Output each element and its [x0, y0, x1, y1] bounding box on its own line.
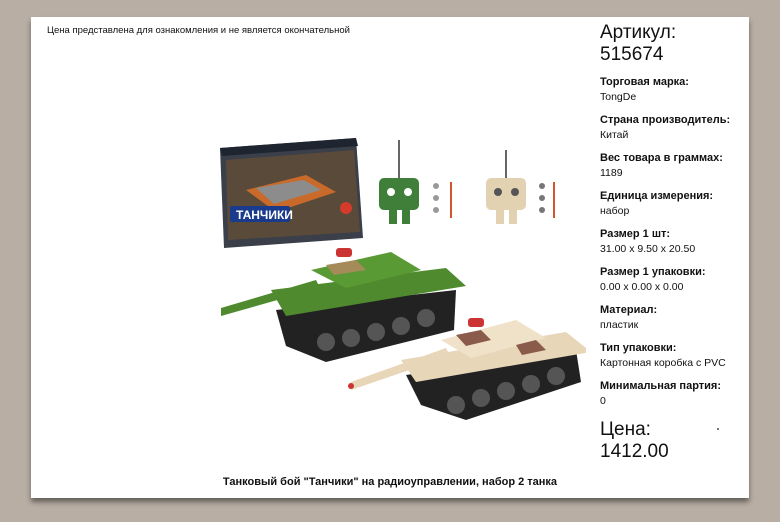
sku-label: Артикул:: [600, 22, 677, 43]
product-image: [216, 120, 586, 430]
spec-package-type: [600, 342, 745, 370]
spec-country: [600, 114, 745, 142]
spec-label: Размер 1 упаковки:: [600, 266, 706, 278]
spec-weight: [600, 152, 745, 180]
product-info: [600, 22, 745, 463]
spec-brand: [600, 76, 745, 104]
spec-label: Тип упаковки:: [600, 342, 677, 354]
spec-value: Китай: [600, 129, 629, 141]
price-block: [600, 419, 745, 463]
spec-label: Торговая марка:: [600, 76, 689, 88]
spec-value: 31.00 x 9.50 x 20.50: [600, 243, 696, 255]
spec-value: 0.00 x 0.00 x 0.00: [600, 281, 684, 293]
spec-label: Вес товара в граммах:: [600, 152, 723, 164]
sku-value: 515674: [600, 44, 664, 65]
product-box: [220, 138, 363, 248]
price-notice: Цена представлена для ознакомления и не является окончательной: [47, 25, 350, 36]
spec-value: Картонная коробка с PVC: [600, 357, 726, 369]
spec-package-size: [600, 266, 745, 294]
spec-label: Минимальная партия:: [600, 380, 721, 392]
price-label: Цена:: [600, 419, 651, 440]
box-title: ТАНЧИКИ: [236, 208, 293, 222]
spec-label: Материал:: [600, 304, 658, 316]
green-tank: [221, 248, 466, 362]
spec-value: TongDe: [600, 91, 637, 103]
spec-unit: [600, 190, 745, 218]
spec-label: Страна производитель:: [600, 114, 731, 126]
spec-value: 1189: [600, 167, 623, 179]
spec-item-size: [600, 228, 745, 256]
spec-label: Размер 1 шт:: [600, 228, 671, 240]
spec-material: [600, 304, 745, 332]
price-value: 1412.00: [600, 441, 669, 462]
product-card: [31, 17, 749, 498]
spec-value: пластик: [600, 319, 639, 331]
spec-label: Единица измерения:: [600, 190, 714, 202]
spec-value: 0: [600, 395, 606, 407]
spec-value: набор: [600, 205, 630, 217]
product-caption: Танковый бой "Танчики" на радиоуправлении, набор 2 танка: [222, 476, 558, 488]
green-remote-icon: [379, 140, 419, 224]
spec-min-order: [600, 380, 745, 408]
sand-remote-icon: [486, 150, 526, 224]
